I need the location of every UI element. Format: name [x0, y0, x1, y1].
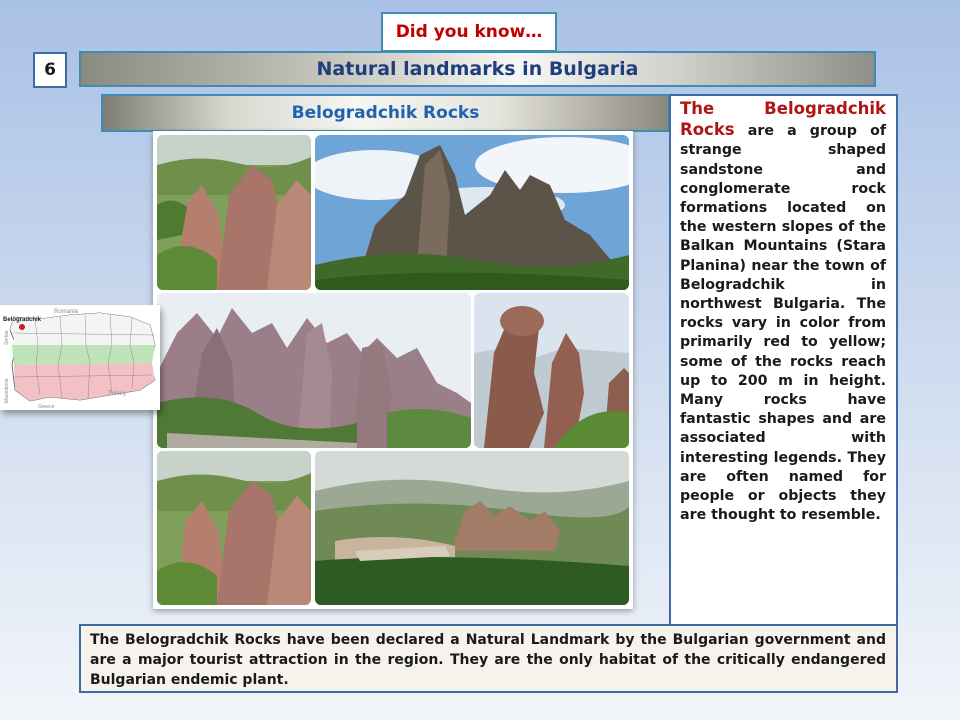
page-title: Natural landmarks in Bulgaria	[79, 51, 876, 87]
description-box	[669, 94, 898, 627]
rocks-photo-1	[157, 135, 311, 290]
map-label-macedonia: Macedonia	[4, 378, 10, 403]
map-label-turkey: Turkey	[108, 391, 127, 397]
slide-number: 6	[33, 52, 67, 88]
map-label-serbia: Serbia	[4, 330, 10, 345]
map-label-greece: Greece	[38, 404, 55, 410]
rocks-photo-3	[157, 293, 471, 448]
rocks-photo-5	[157, 451, 311, 605]
bulgaria-map	[0, 305, 160, 410]
rocks-photo-4	[474, 293, 629, 448]
section-subtitle: Belogradchik Rocks	[101, 94, 670, 132]
photo-collage	[153, 131, 633, 609]
map-marker-label: Belogradchik	[3, 317, 42, 323]
did-you-know-banner: Did you know…	[381, 12, 557, 52]
belogradchik-marker	[19, 324, 24, 329]
rocks-photo-6	[315, 451, 629, 605]
map-label-romania: Romania	[54, 309, 79, 315]
description-text: are a group of strange shaped sandstone and conglomerate rock formations located on the western slopes of the Balkan Mountains (Stara Planina) near the town of Belogradchik in northwest Bulgaria. The rocks vary in color from primarily red to yellow; some of the rocks reach up to 200 m in height. Many rocks have fantastic shapes and are associated with interesting legends. They are often named for people or objects they are thought to resemble.	[680, 123, 886, 524]
rocks-photo-2	[315, 135, 629, 290]
description-lead: The Belogradchik Rocks	[680, 99, 886, 140]
footer-note: The Belogradchik Rocks have been declared a Natural Landmark by the Bulgarian government and are a major tourist attraction in the region. They are the only habitat of the critically endangered Bulgarian endemic plant.	[79, 624, 898, 693]
